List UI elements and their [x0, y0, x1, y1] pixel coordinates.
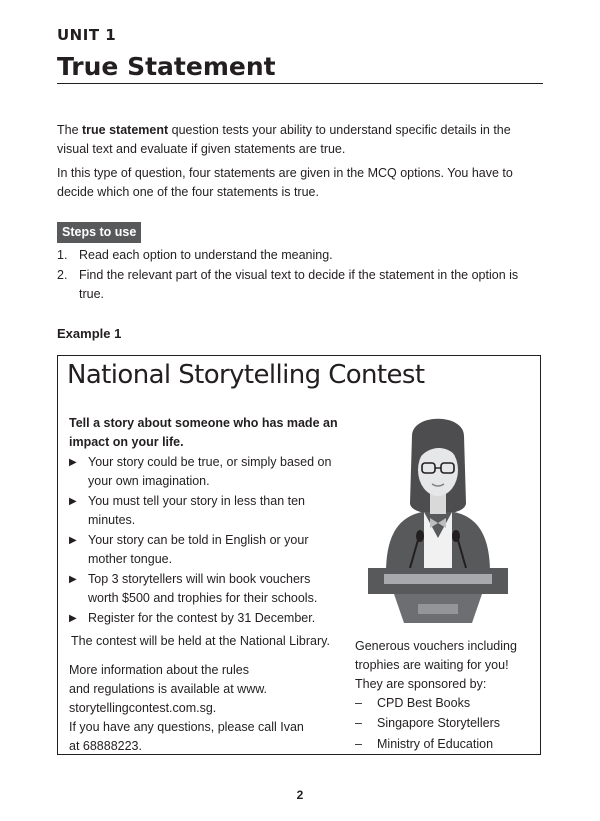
intro-paragraph-1 — [57, 121, 543, 159]
intro-p2-line2: decide which one of the four statements is true. — [57, 185, 319, 199]
arrow-icon: ▶ — [69, 613, 77, 624]
step-number: 1. — [57, 248, 68, 262]
contest-bullet: ▶ Your story can be told in English or your mother tongue. — [69, 533, 309, 566]
arrow-icon: ▶ — [69, 574, 77, 585]
storyteller-at-podium-illustration — [364, 408, 514, 623]
unit-label: UNIT 1 — [57, 26, 117, 44]
arrow-icon: ▶ — [69, 496, 77, 507]
page-number: 2 — [296, 788, 304, 802]
intro-p1-bold: true statement — [82, 123, 169, 137]
arrow-icon: ▶ — [69, 535, 77, 546]
contest-venue: The contest will be held at the National Library. — [71, 634, 330, 648]
contest-title: National Storytelling Contest — [67, 360, 425, 390]
contest-bullet: ▶ Register for the contest by 31 December. — [69, 609, 359, 628]
example-heading: Example 1 — [57, 326, 122, 341]
intro-p1-line2: visual text and evaluate if given statements are true. — [57, 142, 346, 156]
steps-label: Steps to use — [57, 222, 141, 243]
intro-p1-rest: question tests your ability to understand specific details in the — [168, 123, 511, 137]
sponsor-item: – Singapore Storytellers — [355, 716, 500, 730]
vouchers-text: Generous vouchers including trophies are waiting for you! They are sponsored by: — [355, 639, 517, 691]
arrow-icon: ▶ — [69, 457, 77, 468]
title-divider — [57, 83, 543, 84]
sponsor-item: – CPD Best Books — [355, 696, 471, 710]
contest-info: More information about the rules and regulations is available at www. storytellingcontest.com.sg. If you have any questions, please call Ivan at 68888223. — [69, 663, 304, 753]
contest-lead: Tell a story about someone who has made an impact on your life. — [69, 416, 338, 449]
sponsor-item: – Ministry of Education — [355, 737, 494, 751]
contest-bullet: ▶ You must tell your story in less than ten minutes. — [69, 494, 306, 527]
intro-paragraph-2 — [57, 164, 543, 202]
step-text: Read each option to understand the meaning. — [79, 248, 333, 262]
step-number: 2. — [57, 268, 68, 282]
contest-bullet: ▶ Your story could be true, or simply based on your own imagination. — [69, 455, 332, 488]
step-text: Find the relevant part of the visual text to decide if the statement in the option is true. — [79, 268, 519, 301]
intro-p1-prefix: The — [57, 123, 83, 137]
intro-p2-line1: In this type of question, four statements are given in the MCQ options. You have to — [57, 166, 513, 180]
contest-bullet: ▶ Top 3 storytellers will win book vouchers worth $500 and trophies for their schools. — [69, 572, 318, 605]
step-item — [57, 266, 537, 304]
step-item — [57, 246, 537, 265]
contest-poster — [57, 355, 541, 755]
page-title: True Statement — [57, 52, 276, 81]
